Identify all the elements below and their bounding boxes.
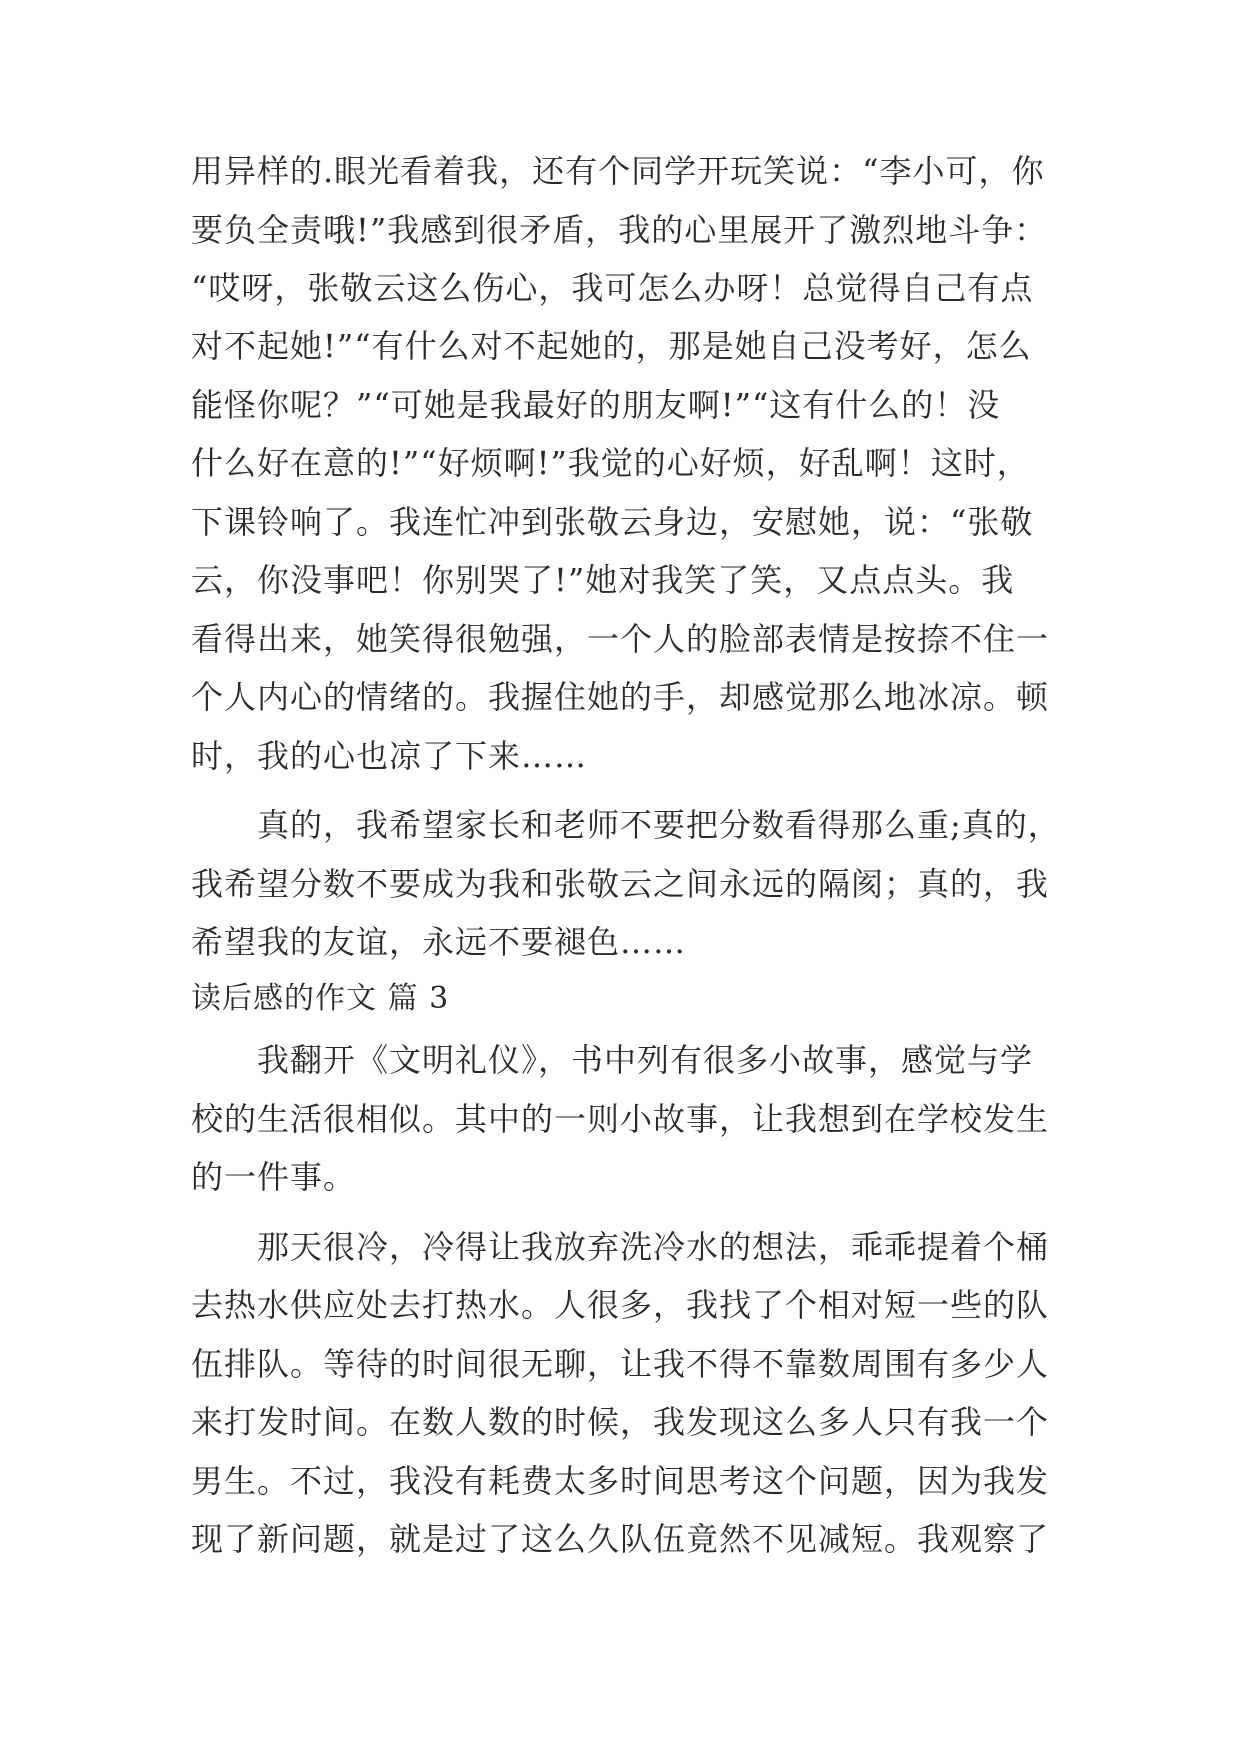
paragraph-line: 对不起她!”“有什么对不起她的，那是她自己没考好，怎么 (191, 327, 1032, 365)
paragraph-line: 时，我的心也凉了下来…… (191, 737, 588, 775)
paragraph-line: 下课铃响了。我连忙冲到张敬云身边，安慰她，说：“张敬 (191, 503, 1034, 541)
paragraph-line: 我翻开《文明礼仪》，书中列有很多小故事，感觉与学 (257, 1041, 1034, 1079)
paragraph-line: “哎呀，张敬云这么伤心，我可怎么办呀！总觉得自己有点 (191, 269, 1034, 307)
paragraph-line: 云，你没事吧！你别哭了!”她对我笑了笑，又点点头。我 (191, 561, 1015, 599)
paragraph-line: 什么好在意的!”“好烦啊!”我觉的心好烦，好乱啊！这时， (191, 444, 1030, 482)
paragraph-line: 我希望分数不要成为我和张敬云之间永远的隔阂；真的，我 (191, 865, 1050, 903)
paragraph-line: 个人内心的情绪的。我握住她的手，却感觉那么地冰凉。顿 (191, 678, 1050, 716)
paragraph-line: 来打发时间。在数人数的时候，我发现这么多人只有我一个 (191, 1403, 1050, 1441)
paragraph-line: 校的生活很相似。其中的一则小故事，让我想到在学校发生 (191, 1100, 1050, 1138)
paragraph-line: 希望我的友谊，永远不要褪色…… (191, 923, 687, 961)
paragraph-line: 现了新问题，就是过了这么久队伍竟然不见减短。我观察了 (191, 1520, 1050, 1558)
paragraph-line: 伍排队。等待的时间很无聊，让我不得不靠数周围有多少人 (191, 1345, 1050, 1383)
paragraph-line: 要负全责哦!”我感到很矛盾，我的心里展开了激烈地斗争： (191, 211, 1048, 249)
paragraph-line: 用异样的.眼光看着我，还有个同学开玩笑说：“李小可，你 (191, 152, 1045, 190)
paragraph-line: 的一件事。 (191, 1158, 357, 1196)
paragraph-line: 男生。不过，我没有耗费太多时间思考这个问题，因为我发 (191, 1462, 1050, 1500)
paragraph-line: 那天很冷，冷得让我放弃洗冷水的想法，乖乖提着个桶 (257, 1228, 1050, 1266)
paragraph-line: 去热水供应处去打热水。人很多，我找了个相对短一些的队 (191, 1286, 1050, 1324)
paragraph-line: 真的，我希望家长和老师不要把分数看得那么重;真的， (257, 806, 1061, 844)
paragraph-line: 看得出来，她笑得很勉强，一个人的脸部表情是按捺不住一 (191, 620, 1050, 658)
paragraph-line: 能怪你呢？”“可她是我最好的朋友啊!”“这有什么的！没 (191, 386, 1001, 424)
section-heading: 读后感的作文 篇 3 (191, 981, 450, 1016)
